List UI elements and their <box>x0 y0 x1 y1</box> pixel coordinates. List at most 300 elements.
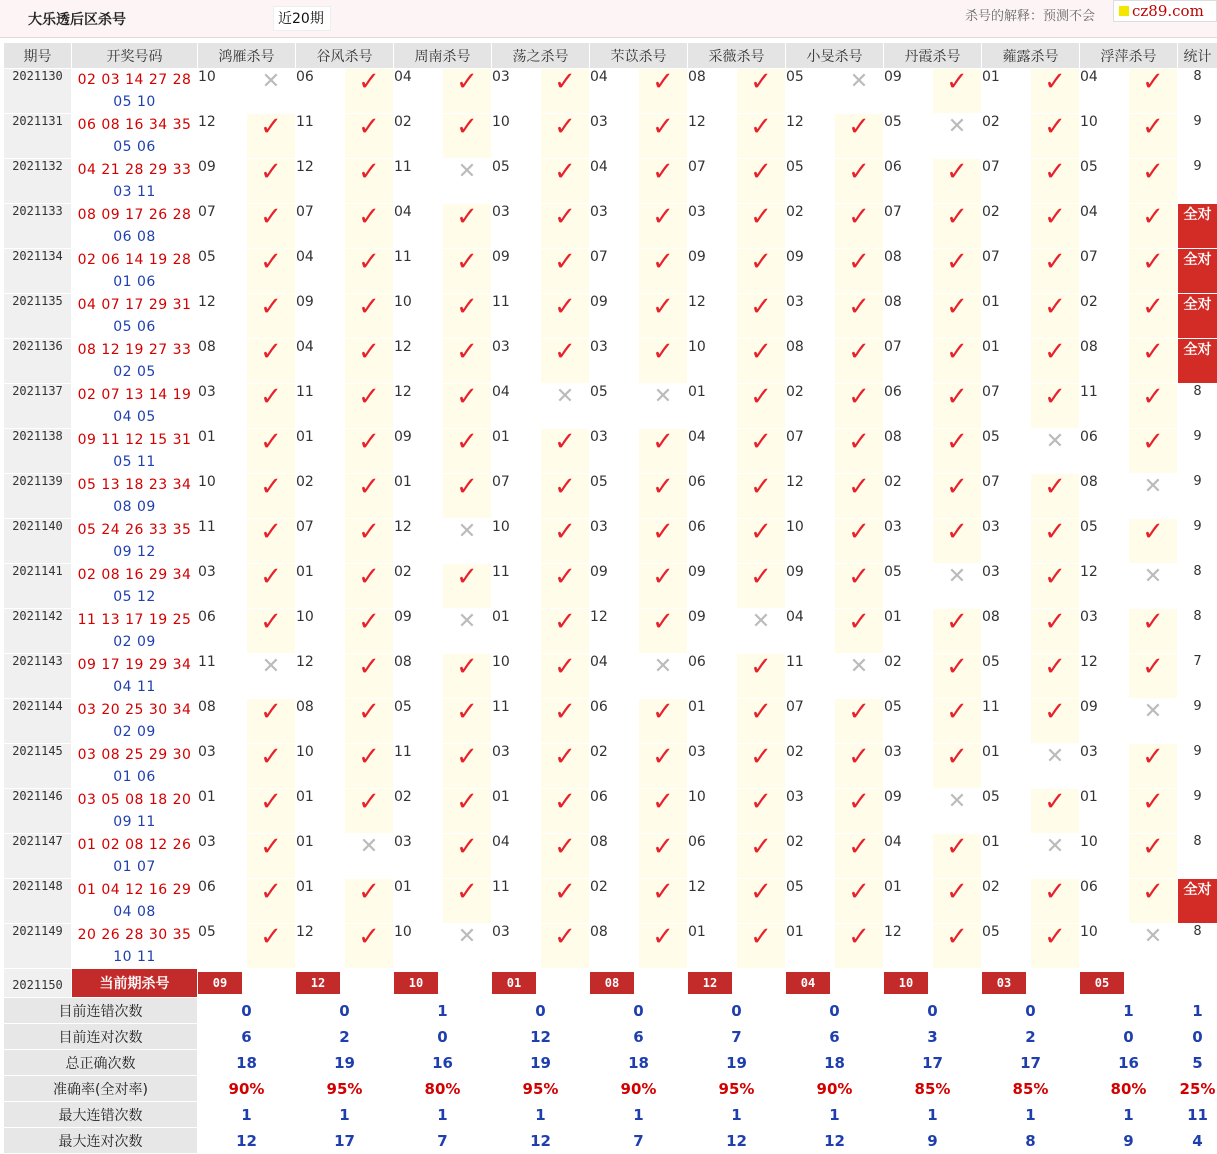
kill-number: 06 <box>688 474 737 519</box>
current-kill-cell <box>688 969 786 998</box>
summary-value: 1 <box>982 1102 1080 1128</box>
result-mark-cell <box>443 564 492 609</box>
kill-number: 11 <box>394 744 443 789</box>
kill-number: 05 <box>884 699 933 744</box>
kill-number: 04 <box>590 159 639 204</box>
current-kill-badge: 03 <box>982 972 1026 994</box>
summary-value: 0 <box>884 998 982 1024</box>
result-mark-cell <box>835 474 884 519</box>
summary-value: 0 <box>1178 1024 1217 1050</box>
kill-number: 10 <box>492 654 541 699</box>
check-icon: ✓ <box>260 922 282 952</box>
kill-number: 06 <box>1080 429 1129 474</box>
check-icon: ✓ <box>554 202 576 232</box>
summary-value: 95% <box>296 1076 394 1102</box>
kill-number: 03 <box>590 204 639 249</box>
summary-value: 5 <box>1178 1050 1217 1076</box>
result-mark-cell <box>639 924 688 969</box>
result-mark-cell <box>933 159 982 204</box>
table-row <box>4 789 1217 834</box>
result-mark-cell <box>443 339 492 384</box>
result-mark-cell <box>639 564 688 609</box>
kill-number: 03 <box>492 69 541 114</box>
result-mark-cell <box>345 69 394 114</box>
cross-icon: ✕ <box>1144 699 1162 724</box>
summary-value: 8 <box>982 1128 1080 1154</box>
check-icon: ✓ <box>358 697 380 727</box>
kill-number: 01 <box>198 429 247 474</box>
period-cell: 2021131 <box>4 114 72 159</box>
kill-number: 01 <box>982 339 1031 384</box>
stat-cell: 全对 <box>1178 339 1217 384</box>
current-kill-cell <box>982 969 1080 998</box>
kill-number: 02 <box>394 789 443 834</box>
result-mark-cell <box>1129 744 1178 789</box>
draw-numbers-cell <box>72 384 198 429</box>
check-icon: ✓ <box>946 517 968 547</box>
current-kill-badge: 12 <box>688 972 732 994</box>
check-icon: ✓ <box>554 112 576 142</box>
result-mark-cell <box>345 474 394 519</box>
check-icon: ✓ <box>652 787 674 817</box>
summary-value: 6 <box>198 1024 296 1050</box>
summary-value: 1 <box>688 1102 786 1128</box>
kill-number: 02 <box>590 879 639 924</box>
result-mark-cell <box>1031 204 1080 249</box>
period-cell: 2021137 <box>4 384 72 429</box>
kill-number: 01 <box>394 474 443 519</box>
stat-cell: 8 <box>1178 834 1217 879</box>
period-cell: 2021136 <box>4 339 72 384</box>
result-mark-cell <box>247 924 296 969</box>
period-cell: 2021139 <box>4 474 72 519</box>
result-mark-cell <box>247 789 296 834</box>
current-kill-badge: 12 <box>296 972 340 994</box>
header-draw-numbers: 开奖号码 <box>72 43 198 69</box>
result-mark-cell <box>933 474 982 519</box>
result-mark-cell <box>1031 924 1080 969</box>
result-mark-cell <box>835 744 884 789</box>
result-mark-cell <box>1031 339 1080 384</box>
summary-value: 12 <box>688 1128 786 1154</box>
result-mark-cell <box>247 699 296 744</box>
check-icon: ✓ <box>946 67 968 97</box>
result-mark-cell <box>541 789 590 834</box>
front-numbers: 03 20 25 30 34 <box>72 699 197 721</box>
kill-number: 09 <box>884 789 933 834</box>
kill-number: 09 <box>688 249 737 294</box>
header-stat: 统计 <box>1178 43 1217 69</box>
kill-number: 03 <box>590 429 639 474</box>
check-icon: ✓ <box>1142 202 1164 232</box>
result-mark-cell <box>835 429 884 474</box>
summary-value: 0 <box>296 998 394 1024</box>
period-cell: 2021138 <box>4 429 72 474</box>
kill-number: 07 <box>590 249 639 294</box>
back-numbers: 05 06 <box>72 316 197 338</box>
result-mark-cell <box>541 114 590 159</box>
cross-icon: ✕ <box>948 114 966 139</box>
summary-value: 80% <box>1080 1076 1178 1102</box>
back-numbers: 01 06 <box>72 766 197 788</box>
kill-number: 05 <box>590 474 639 519</box>
check-icon: ✓ <box>946 292 968 322</box>
result-mark-cell <box>933 294 982 339</box>
kill-number: 10 <box>198 474 247 519</box>
period-cell: 2021142 <box>4 609 72 654</box>
result-mark-cell <box>639 339 688 384</box>
kill-number: 01 <box>982 744 1031 789</box>
stat-cell: 全对 <box>1178 294 1217 339</box>
result-mark-cell <box>345 744 394 789</box>
check-icon: ✓ <box>554 562 576 592</box>
current-kill-badge: 08 <box>590 972 634 994</box>
cross-icon: ✕ <box>262 69 280 94</box>
result-mark-cell <box>737 474 786 519</box>
result-mark-cell <box>345 204 394 249</box>
current-stat-cell <box>1178 969 1217 998</box>
result-mark-cell <box>835 339 884 384</box>
result-mark-cell <box>247 564 296 609</box>
kill-number: 08 <box>982 609 1031 654</box>
front-numbers: 09 17 19 29 34 <box>72 654 197 676</box>
kill-number: 10 <box>688 789 737 834</box>
check-icon: ✓ <box>358 562 380 592</box>
kill-number: 12 <box>394 519 443 564</box>
result-mark-cell <box>1031 654 1080 699</box>
result-mark-cell <box>933 429 982 474</box>
period-select[interactable]: 近20期 <box>273 6 331 31</box>
table-row <box>4 249 1217 294</box>
check-icon: ✓ <box>554 67 576 97</box>
result-mark-cell <box>737 699 786 744</box>
period-cell: 2021149 <box>4 924 72 969</box>
summary-value: 9 <box>1080 1128 1178 1154</box>
kill-number: 06 <box>296 69 345 114</box>
kill-number: 01 <box>884 609 933 654</box>
site-logo[interactable] <box>1113 0 1217 22</box>
table-row <box>4 834 1217 879</box>
summary-value: 85% <box>884 1076 982 1102</box>
result-mark-cell <box>737 564 786 609</box>
summary-value: 25% <box>1178 1076 1217 1102</box>
summary-value: 0 <box>982 998 1080 1024</box>
period-cell: 2021135 <box>4 294 72 339</box>
kill-number: 07 <box>492 474 541 519</box>
back-numbers: 01 07 <box>72 856 197 878</box>
check-icon: ✓ <box>358 337 380 367</box>
kill-number: 02 <box>296 474 345 519</box>
kill-number: 08 <box>198 699 247 744</box>
kill-number: 04 <box>590 69 639 114</box>
stat-cell: 8 <box>1178 564 1217 609</box>
kill-number: 09 <box>786 564 835 609</box>
check-icon: ✓ <box>1044 112 1066 142</box>
back-numbers: 05 10 <box>72 91 197 113</box>
result-mark-cell <box>639 519 688 564</box>
header-killer-4: 荡之杀号 <box>492 43 590 69</box>
check-icon: ✓ <box>848 607 870 637</box>
result-mark-cell <box>933 879 982 924</box>
result-mark-cell <box>1031 519 1080 564</box>
period-cell: 2021146 <box>4 789 72 834</box>
stat-cell: 全对 <box>1178 879 1217 924</box>
top-bar <box>0 0 1217 38</box>
result-mark-cell <box>247 519 296 564</box>
result-mark-cell <box>737 834 786 879</box>
kill-number: 08 <box>1080 339 1129 384</box>
draw-numbers-cell <box>72 474 198 519</box>
front-numbers: 05 24 26 33 35 <box>72 519 197 541</box>
current-period-row <box>4 969 1217 998</box>
summary-value: 1 <box>1080 1102 1178 1128</box>
result-mark-cell <box>345 384 394 429</box>
check-icon: ✓ <box>456 112 478 142</box>
stat-cell: 9 <box>1178 744 1217 789</box>
check-icon: ✓ <box>456 832 478 862</box>
result-mark-cell <box>835 249 884 294</box>
check-icon: ✓ <box>848 697 870 727</box>
summary-value: 0 <box>590 998 688 1024</box>
result-mark-cell <box>247 654 296 699</box>
check-icon: ✓ <box>260 382 282 412</box>
check-icon: ✓ <box>652 832 674 862</box>
summary-value: 2 <box>296 1024 394 1050</box>
check-icon: ✓ <box>750 337 772 367</box>
result-mark-cell <box>247 384 296 429</box>
result-mark-cell <box>541 294 590 339</box>
check-icon: ✓ <box>1142 382 1164 412</box>
table-row <box>4 204 1217 249</box>
kill-number: 11 <box>198 519 247 564</box>
kill-number: 07 <box>884 339 933 384</box>
summary-value: 90% <box>590 1076 688 1102</box>
cross-icon: ✕ <box>654 654 672 679</box>
front-numbers: 09 11 12 15 31 <box>72 429 197 451</box>
kill-number: 10 <box>688 339 737 384</box>
check-icon: ✓ <box>1044 67 1066 97</box>
summary-value: 19 <box>688 1050 786 1076</box>
period-cell: 2021148 <box>4 879 72 924</box>
back-numbers: 09 12 <box>72 541 197 563</box>
check-icon: ✓ <box>1142 652 1164 682</box>
current-kill-cell <box>394 969 492 998</box>
check-icon: ✓ <box>358 787 380 817</box>
summary-value: 19 <box>492 1050 590 1076</box>
check-icon: ✓ <box>358 247 380 277</box>
cross-icon: ✕ <box>752 609 770 634</box>
kill-number: 03 <box>688 204 737 249</box>
kill-number: 01 <box>982 834 1031 879</box>
kill-number: 04 <box>296 249 345 294</box>
result-mark-cell <box>1031 699 1080 744</box>
cross-icon: ✕ <box>1144 474 1162 499</box>
check-icon: ✓ <box>456 652 478 682</box>
check-icon: ✓ <box>1142 742 1164 772</box>
result-mark-cell <box>835 654 884 699</box>
logo-text: cz89.com <box>1132 2 1204 20</box>
check-icon: ✓ <box>1044 787 1066 817</box>
summary-value: 17 <box>982 1050 1080 1076</box>
kill-number: 09 <box>394 429 443 474</box>
kill-number: 05 <box>884 564 933 609</box>
result-mark-cell <box>541 744 590 789</box>
result-mark-cell <box>541 519 590 564</box>
kill-number: 09 <box>688 564 737 609</box>
kill-number: 03 <box>198 564 247 609</box>
kill-number: 02 <box>1080 294 1129 339</box>
check-icon: ✓ <box>456 697 478 727</box>
result-mark-cell <box>443 429 492 474</box>
result-mark-cell <box>1129 249 1178 294</box>
check-icon: ✓ <box>946 877 968 907</box>
summary-row <box>4 998 1217 1024</box>
result-mark-cell <box>1129 294 1178 339</box>
summary-value: 0 <box>492 998 590 1024</box>
result-mark-cell <box>345 429 394 474</box>
table-row <box>4 384 1217 429</box>
period-cell: 2021143 <box>4 654 72 699</box>
kill-number: 11 <box>198 654 247 699</box>
draw-numbers-cell <box>72 789 198 834</box>
kill-number: 02 <box>884 474 933 519</box>
kill-number: 01 <box>296 789 345 834</box>
summary-label: 最大连错次数 <box>4 1102 198 1128</box>
check-icon: ✓ <box>848 562 870 592</box>
header-killer-6: 采薇杀号 <box>688 43 786 69</box>
result-mark-cell <box>247 294 296 339</box>
kill-number: 07 <box>198 204 247 249</box>
result-mark-cell <box>737 744 786 789</box>
result-mark-cell <box>1031 879 1080 924</box>
result-mark-cell <box>639 384 688 429</box>
period-cell: 2021144 <box>4 699 72 744</box>
result-mark-cell <box>737 654 786 699</box>
result-mark-cell <box>639 114 688 159</box>
draw-numbers-cell <box>72 879 198 924</box>
summary-value: 1 <box>786 1102 884 1128</box>
check-icon: ✓ <box>750 202 772 232</box>
kill-number: 05 <box>786 879 835 924</box>
summary-label: 准确率(全对率) <box>4 1076 198 1102</box>
front-numbers: 04 07 17 29 31 <box>72 294 197 316</box>
check-icon: ✓ <box>946 922 968 952</box>
kill-number: 12 <box>394 339 443 384</box>
draw-numbers-cell <box>72 699 198 744</box>
check-icon: ✓ <box>750 787 772 817</box>
current-kill-badge: 09 <box>198 972 242 994</box>
kill-number: 03 <box>492 924 541 969</box>
result-mark-cell <box>1031 384 1080 429</box>
result-mark-cell <box>247 474 296 519</box>
kill-number: 05 <box>590 384 639 429</box>
result-mark-cell <box>345 519 394 564</box>
back-numbers: 05 12 <box>72 586 197 608</box>
result-mark-cell <box>541 474 590 519</box>
kill-number: 12 <box>198 114 247 159</box>
summary-row <box>4 1076 1217 1102</box>
summary-value: 0 <box>1080 1024 1178 1050</box>
result-mark-cell <box>1129 879 1178 924</box>
check-icon: ✓ <box>652 517 674 547</box>
check-icon: ✓ <box>946 337 968 367</box>
check-icon: ✓ <box>260 112 282 142</box>
result-mark-cell <box>1129 114 1178 159</box>
kill-number: 08 <box>786 339 835 384</box>
kill-number: 10 <box>296 609 345 654</box>
back-numbers: 02 09 <box>72 631 197 653</box>
check-icon: ✓ <box>554 517 576 547</box>
kill-number: 12 <box>296 924 345 969</box>
back-numbers: 02 09 <box>72 721 197 743</box>
check-icon: ✓ <box>652 157 674 187</box>
result-mark-cell <box>933 834 982 879</box>
front-numbers: 02 03 14 27 28 <box>72 69 197 91</box>
result-mark-cell <box>247 429 296 474</box>
cross-icon: ✕ <box>360 834 378 859</box>
kill-number: 05 <box>884 114 933 159</box>
kill-number: 04 <box>394 204 443 249</box>
check-icon: ✓ <box>848 202 870 232</box>
check-icon: ✓ <box>652 292 674 322</box>
kill-number: 12 <box>786 474 835 519</box>
kill-number: 12 <box>590 609 639 654</box>
current-kill-badge: 10 <box>884 972 928 994</box>
check-icon: ✓ <box>358 652 380 682</box>
check-icon: ✓ <box>456 337 478 367</box>
kill-number: 11 <box>1080 384 1129 429</box>
kill-number: 02 <box>982 879 1031 924</box>
check-icon: ✓ <box>1044 922 1066 952</box>
check-icon: ✓ <box>1142 787 1164 817</box>
cross-icon: ✕ <box>458 519 476 544</box>
check-icon: ✓ <box>946 607 968 637</box>
check-icon: ✓ <box>750 112 772 142</box>
check-icon: ✓ <box>848 292 870 322</box>
check-icon: ✓ <box>358 202 380 232</box>
result-mark-cell <box>345 879 394 924</box>
summary-value: 12 <box>492 1128 590 1154</box>
result-mark-cell <box>835 519 884 564</box>
kill-number: 11 <box>492 879 541 924</box>
result-mark-cell <box>737 924 786 969</box>
check-icon: ✓ <box>260 337 282 367</box>
result-mark-cell <box>345 699 394 744</box>
check-icon: ✓ <box>652 922 674 952</box>
result-mark-cell <box>737 339 786 384</box>
draw-numbers-cell <box>72 924 198 969</box>
kill-number: 03 <box>590 114 639 159</box>
kill-number: 04 <box>296 339 345 384</box>
result-mark-cell <box>443 159 492 204</box>
table-row <box>4 744 1217 789</box>
draw-numbers-cell <box>72 69 198 114</box>
kill-number: 01 <box>884 879 933 924</box>
period-cell: 2021140 <box>4 519 72 564</box>
result-mark-cell <box>835 159 884 204</box>
kill-number: 12 <box>688 294 737 339</box>
check-icon: ✓ <box>750 157 772 187</box>
front-numbers: 06 08 16 34 35 <box>72 114 197 136</box>
summary-value: 6 <box>590 1024 688 1050</box>
check-icon: ✓ <box>652 202 674 232</box>
kill-number: 02 <box>786 744 835 789</box>
kill-number: 05 <box>786 159 835 204</box>
result-mark-cell <box>247 879 296 924</box>
check-icon: ✓ <box>848 922 870 952</box>
check-icon: ✓ <box>946 652 968 682</box>
check-icon: ✓ <box>1044 877 1066 907</box>
